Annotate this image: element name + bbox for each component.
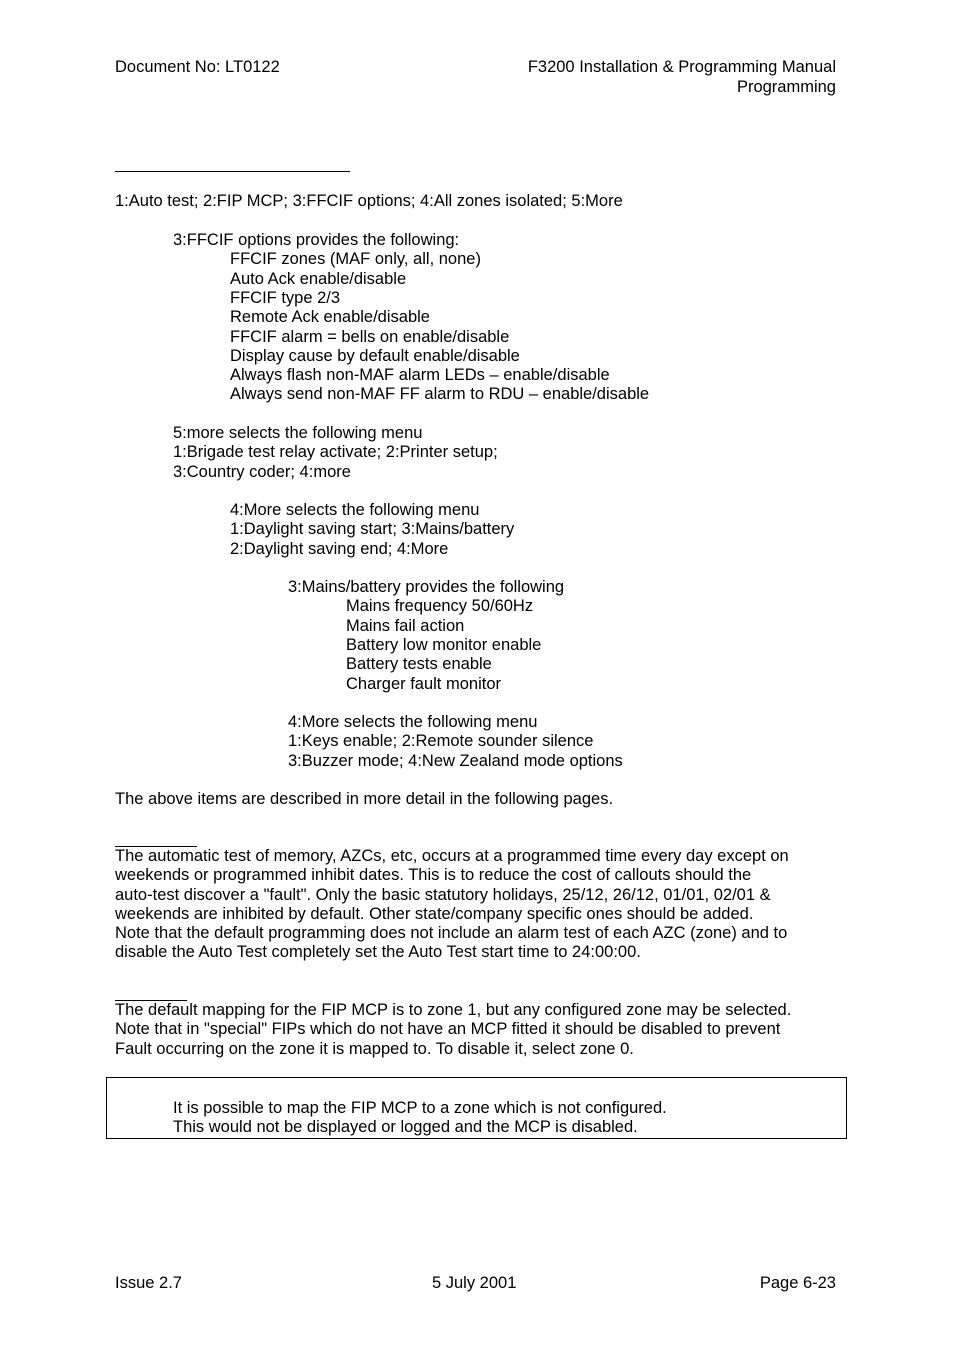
- ffcif-item: FFCIF zones (MAF only, all, none): [230, 250, 481, 269]
- more3-line: 3:Buzzer mode; 4:New Zealand mode options: [288, 751, 623, 770]
- auto-test-paragraph: [115, 847, 845, 963]
- mains-item: Battery low monitor enable: [346, 635, 542, 654]
- mains-item: Battery tests enable: [346, 655, 492, 674]
- more1-line: 1:Brigade test relay activate; 2:Printer setup;: [173, 443, 498, 462]
- paragraph-line: disable the Auto Test completely set the Auto Test start time to 24:00:00.: [115, 943, 641, 962]
- more2-line: 1:Daylight saving start; 3:Mains/battery: [230, 520, 515, 539]
- more3-line: 1:Keys enable; 2:Remote sounder silence: [288, 732, 594, 751]
- paragraph-line: Fault occurring on the zone it is mapped to. To disable it, select zone 0.: [115, 1039, 634, 1058]
- ffcif-intro: 3:FFCIF options provides the following:: [173, 231, 460, 249]
- issue-date: 5 July 2001: [432, 1274, 517, 1292]
- paragraph-line: The default mapping for the FIP MCP is to zone 1, but any configured zone may be selected.: [115, 1001, 792, 1019]
- document-number: Document No: LT0122: [115, 58, 280, 76]
- note-line: It is possible to map the FIP MCP to a zone which is not configured.: [173, 1099, 667, 1117]
- ffcif-item: Remote Ack enable/disable: [230, 308, 430, 327]
- heading-underline: [115, 171, 350, 172]
- note-line: This would not be displayed or logged and the MCP is disabled.: [173, 1118, 638, 1137]
- ffcif-item: Always send non-MAF FF alarm to RDU – enable/disable: [230, 385, 650, 404]
- paragraph-line: weekends or programmed inhibit dates. This is to reduce the cost of callouts should the: [115, 866, 752, 885]
- paragraph-line: auto-test discover a "fault". Only the basic statutory holidays, 25/12, 26/12, 01/01, 02/01 &: [115, 885, 771, 904]
- mains-item: Mains frequency 50/60Hz: [346, 597, 534, 616]
- above-items-text: The above items are described in more detail in the following pages.: [115, 790, 614, 808]
- mains-item: Charger fault monitor: [346, 674, 501, 693]
- menu-top-line: 1:Auto test; 2:FIP MCP; 3:FFCIF options; 4:All zones isolated; 5:More: [115, 192, 623, 210]
- ffcif-item: Display cause by default enable/disable: [230, 346, 520, 365]
- more2-line: 2:Daylight saving end; 4:More: [230, 539, 449, 558]
- mains-item: Mains fail action: [346, 616, 465, 635]
- ffcif-item: Always flash non-MAF alarm LEDs – enable/disable: [230, 366, 610, 385]
- paragraph-line: The automatic test of memory, AZCs, etc, occurs at a programmed time every day except on: [115, 847, 789, 865]
- more1-line: 3:Country coder; 4:more: [173, 462, 351, 481]
- manual-title: F3200 Installation & Programming Manual: [527, 58, 836, 76]
- paragraph-line: Note that in "special" FIPs which do not have an MCP fitted it should be disabled to prevent: [115, 1020, 781, 1039]
- issue-number: Issue 2.7: [115, 1274, 182, 1292]
- mains-intro: 3:Mains/battery provides the following: [288, 578, 565, 596]
- ffcif-item: Auto Ack enable/disable: [230, 269, 407, 288]
- ffcif-item: FFCIF alarm = bells on enable/disable: [230, 327, 510, 346]
- fip-mcp-paragraph: [115, 1001, 845, 1059]
- ffcif-item: FFCIF type 2/3: [230, 288, 341, 307]
- more1-intro: 5:more selects the following menu: [173, 424, 423, 442]
- paragraph-line: Note that the default programming does not include an alarm test of each AZC (zone) and to: [115, 924, 788, 943]
- more2-intro: 4:More selects the following menu: [230, 501, 480, 519]
- page-number: Page 6-23: [759, 1274, 836, 1292]
- more3-intro: 4:More selects the following menu: [288, 713, 538, 731]
- paragraph-line: weekends are inhibited by default. Other state/company specific ones should be added.: [115, 904, 754, 923]
- section-name: Programming: [736, 78, 836, 96]
